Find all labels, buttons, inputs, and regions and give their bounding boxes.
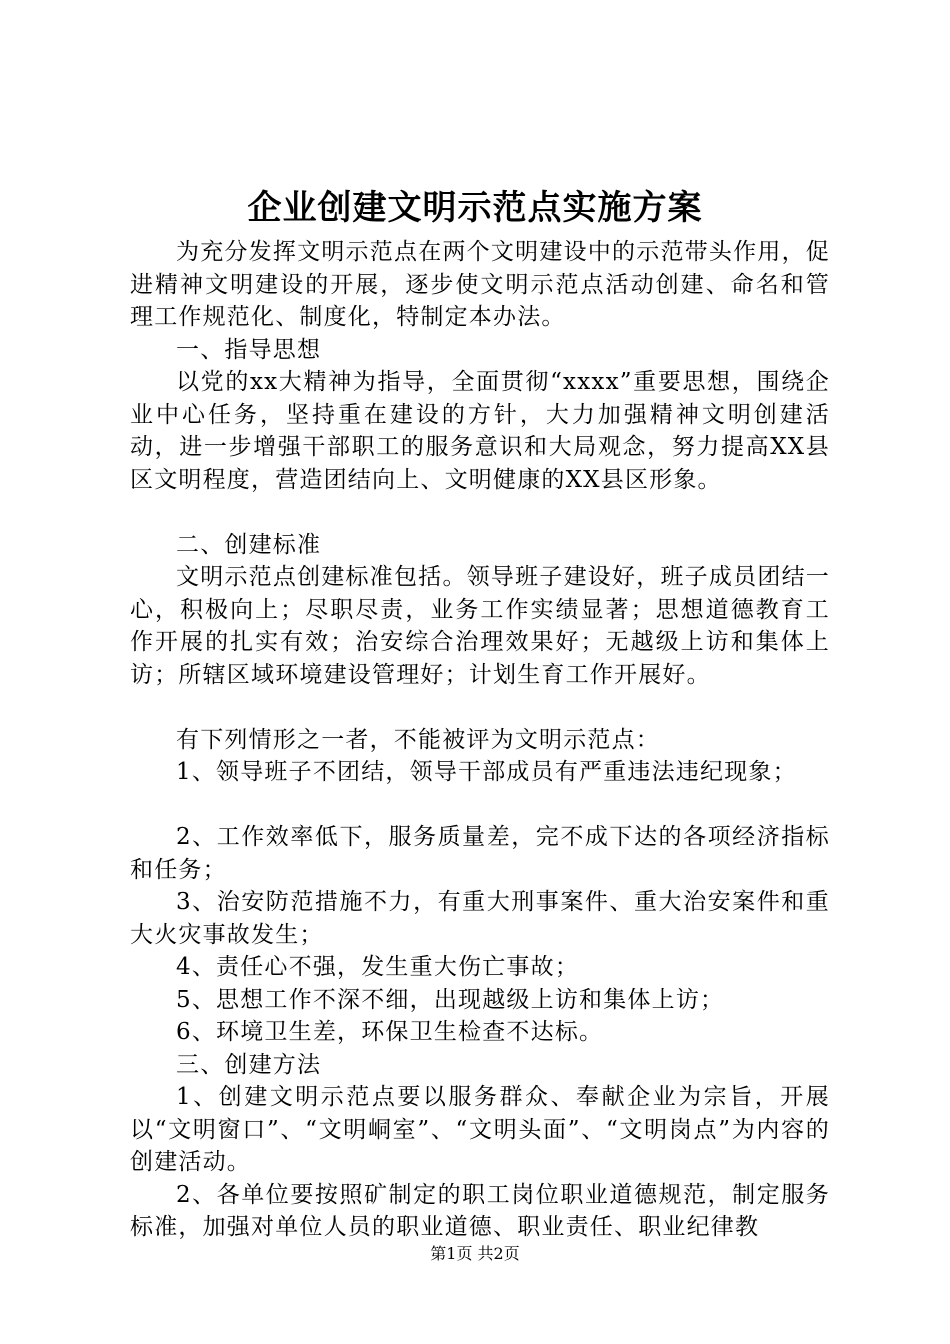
blank-line <box>130 496 830 529</box>
document-title: 企业创建文明示范点实施方案 <box>247 188 703 228</box>
document-body <box>130 236 830 1244</box>
guiding-ideology-paragraph: 以党的xx大精神为指导，全面贯彻“xxxx”重要思想，围绕企业中心任务，坚持重在建设的方针，大力加强精神文明创建活动，进一步增强干部职工的服务意识和大局观念，努力提高XX县区文明程度，营造团结向上、文明健康的XX县区形象。 <box>130 369 830 493</box>
exclusion-item: 1、领导班子不团结，领导干部成员有严重违法违纪现象； <box>176 759 797 785</box>
exclusion-item: 2、工作效率低下，服务质量差，完不成下达的各项经济指标和任务； <box>130 824 830 883</box>
page-footer: 第1页 共2页 <box>430 1244 520 1263</box>
exclusion-intro: 有下列情形之一者，不能被评为文明示范点： <box>176 726 660 753</box>
intro-paragraph: 为充分发挥文明示范点在两个文明建设中的示范带头作用，促进精神文明建设的开展，逐步使文明示范点活动创建、命名和管理工作规范化、制度化，特制定本办法。 <box>130 239 830 330</box>
exclusion-item: 3、治安防范措施不力，有重大刑事案件、重大治安案件和重大火灾事故发生； <box>130 889 830 948</box>
exclusion-item: 4、责任心不强，发生重大伤亡事故； <box>176 954 580 980</box>
section-heading-guiding-ideology: 一、指导思想 <box>176 336 322 363</box>
section-heading-methods: 三、创建方法 <box>176 1051 322 1078</box>
exclusion-item: 6、环境卫生差，环保卫生检查不达标。 <box>176 1019 604 1045</box>
section-heading-standards: 二、创建标准 <box>176 531 322 558</box>
method-item: 1、创建文明示范点要以服务群众、奉献企业为宗旨，开展以“文明窗口”、“文明峒室”、“文明头面”、“文明岗点”为内容的创建活动。 <box>130 1084 830 1175</box>
blank-line <box>130 789 830 822</box>
standards-paragraph: 文明示范点创建标准包括。领导班子建设好，班子成员团结一心，积极向上；尽职尽责，业务工作实绩显著；思想道德教育工作开展的扎实有效；治安综合治理效果好；无越级上访和集体上访；所辖区域环境建设管理好；计划生育工作开展好。 <box>130 564 830 688</box>
exclusion-item: 5、思想工作不深不细，出现越级上访和集体上访； <box>176 986 725 1013</box>
blank-line <box>130 691 830 724</box>
method-item: 2、各单位要按照矿制定的职工岗位职业道德规范，制定服务标准，加强对单位人员的职业道德、职业责任、职业纪律教 <box>130 1181 830 1240</box>
